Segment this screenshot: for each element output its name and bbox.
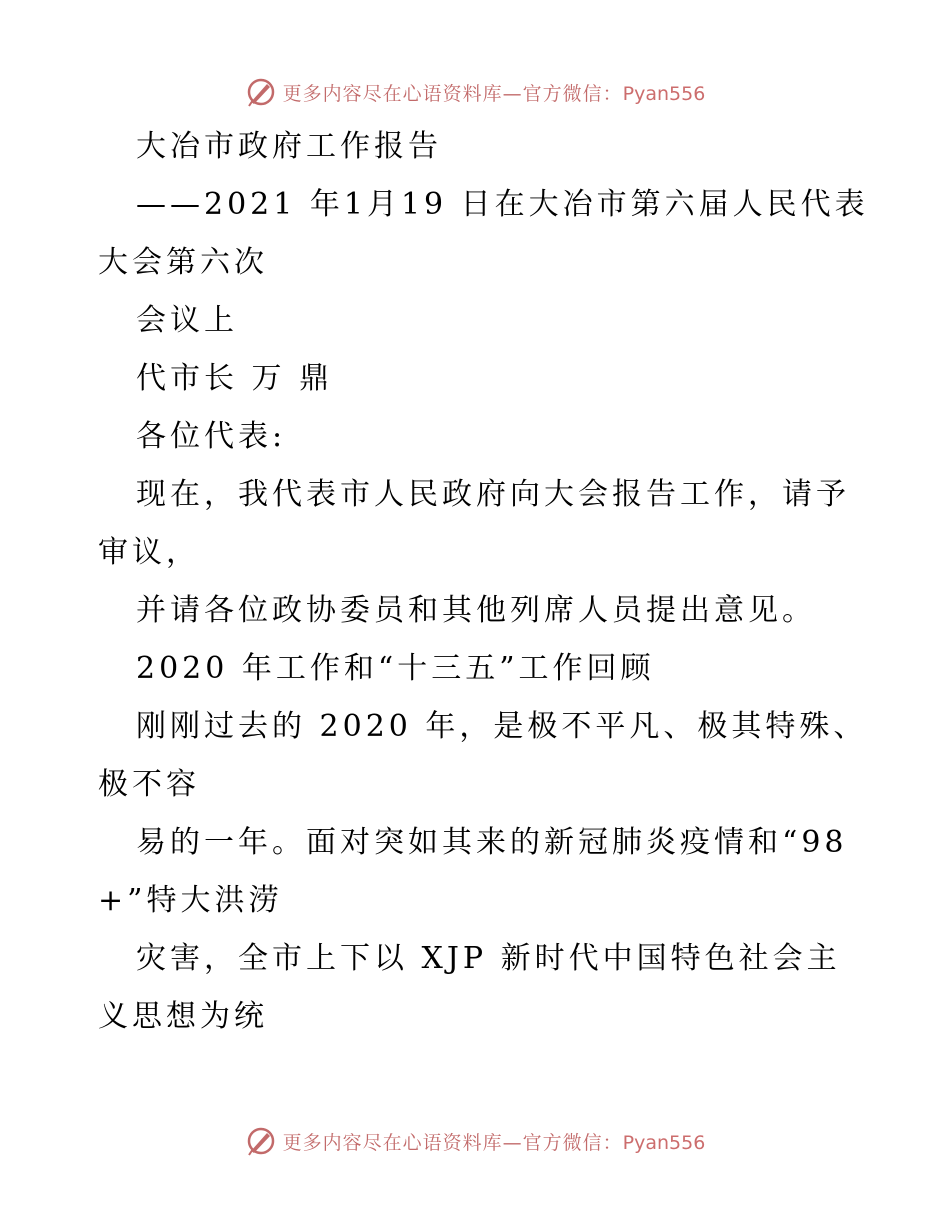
- document-line: ——2021 年1月19 日在大冶市第六届人民代表: [136, 187, 869, 222]
- watermark-banner-top: [0, 72, 950, 112]
- document-line: 各位代表:: [136, 419, 287, 454]
- document-line: 2020 年工作和“十三五”工作回顾: [136, 651, 655, 686]
- document-line: 会议上: [136, 303, 238, 338]
- watermark-wechat-id: Pyan556: [622, 82, 706, 105]
- document-body: [98, 118, 869, 1046]
- document-line: 极不容: [98, 767, 200, 802]
- document-line: 大会第六次: [98, 245, 268, 280]
- document-line: 易的一年。面对突如其来的新冠肺炎疫情和“98: [136, 825, 848, 860]
- document-line: +”特大洪涝: [98, 883, 283, 918]
- document-line: 大冶市政府工作报告: [136, 129, 442, 164]
- document-line: 义思想为统: [98, 999, 268, 1034]
- document-line: 刚刚过去的 2020 年，是极不平凡、极其特殊、: [136, 709, 868, 744]
- feather-pen-logo-icon: [245, 76, 277, 108]
- document-line: 灾害，全市上下以 XJP 新时代中国特色社会主: [136, 941, 841, 976]
- watermark-banner-bottom: [0, 1121, 950, 1161]
- document-line: 代市长 万 鼎: [136, 361, 334, 396]
- document-line: 现在，我代表市人民政府向大会报告工作，请予: [136, 477, 850, 512]
- watermark-text: 更多内容尽在心语资料库—官方微信：Pyan556: [282, 82, 706, 105]
- document-line: 并请各位政协委员和其他列席人员提出意见。: [136, 593, 816, 628]
- watermark-text: 更多内容尽在心语资料库—官方微信：Pyan556: [282, 1131, 706, 1154]
- watermark-wechat-id: Pyan556: [622, 1131, 706, 1154]
- feather-pen-logo-icon: [245, 1125, 277, 1157]
- document-line: 审议，: [98, 535, 200, 570]
